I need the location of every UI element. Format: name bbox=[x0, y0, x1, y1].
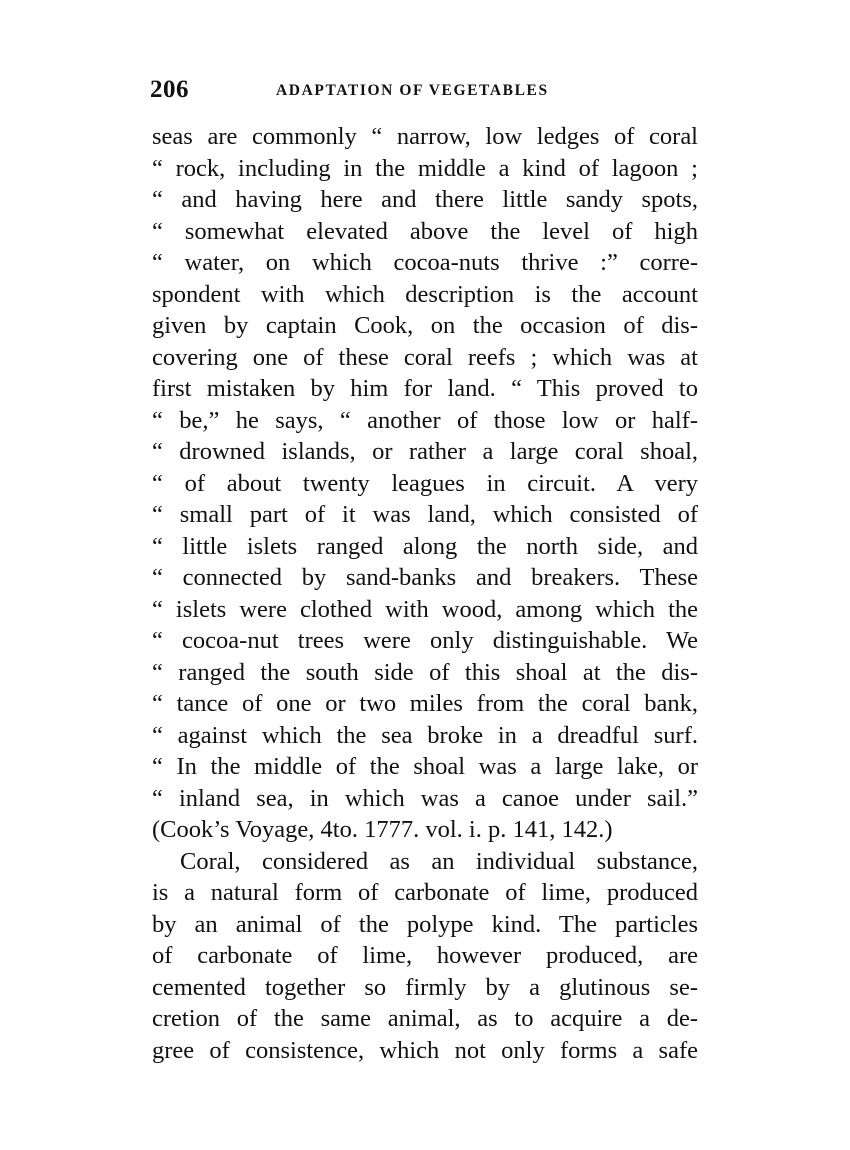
page-header bbox=[150, 76, 710, 106]
text-line: “ In the middle of the shoal was a large lake, or bbox=[152, 753, 698, 780]
text-line: spondent with which description is the account bbox=[152, 280, 698, 308]
page-number: 206 bbox=[150, 76, 189, 103]
text-line: “ little islets ranged along the north side, and bbox=[152, 532, 698, 560]
text-line: given by captain Cook, on the occasion of dis- bbox=[152, 312, 698, 339]
body-text bbox=[152, 121, 698, 1066]
text-line: is a natural form of carbonate of lime, produced bbox=[152, 879, 698, 906]
text-line: of carbonate of lime, however produced, are bbox=[152, 942, 698, 969]
citation-line: (Cook’s Voyage, 4to. 1777. vol. i. p. 141, 142.) bbox=[152, 816, 613, 843]
text-line: “ somewhat elevated above the level of high bbox=[152, 217, 698, 245]
text-line: “ tance of one or two miles from the coral bank, bbox=[152, 690, 698, 717]
text-line: by an animal of the polype kind. The particles bbox=[152, 910, 698, 938]
text-line: first mistaken by him for land. “ This proved to bbox=[152, 375, 698, 402]
text-line: “ ranged the south side of this shoal at the dis- bbox=[152, 658, 698, 686]
text-line: cretion of the same animal, as to acquire a de- bbox=[152, 1005, 698, 1032]
paragraph-first-line: Coral, considered as an individual substance, bbox=[180, 847, 698, 875]
text-line: cemented together so firmly by a glutinous se- bbox=[152, 973, 698, 1001]
text-line: “ rock, including in the middle a kind of lagoon ; bbox=[152, 154, 698, 182]
text-line: “ inland sea, in which was a canoe under sail.” bbox=[152, 784, 698, 812]
text-line: covering one of these coral reefs ; which was at bbox=[152, 343, 698, 371]
text-line: “ water, on which cocoa-nuts thrive :” corre- bbox=[152, 249, 698, 276]
text-line: “ be,” he says, “ another of those low or half- bbox=[152, 406, 698, 434]
text-line: “ small part of it was land, which consisted of bbox=[152, 501, 698, 528]
text-line: “ and having here and there little sandy spots, bbox=[152, 186, 698, 213]
running-head: ADAPTATION OF VEGETABLES bbox=[276, 82, 549, 99]
text-line: “ drowned islands, or rather a large coral shoal, bbox=[152, 438, 698, 465]
text-line: “ connected by sand-banks and breakers. These bbox=[152, 564, 698, 591]
text-line: “ cocoa-nut trees were only distinguishable. We bbox=[152, 627, 698, 654]
text-line: “ islets were clothed with wood, among which the bbox=[152, 595, 698, 623]
text-line: seas are commonly “ narrow, low ledges of coral bbox=[152, 123, 698, 150]
text-line: gree of consistence, which not only forms a safe bbox=[152, 1036, 698, 1064]
text-line: “ of about twenty leagues in circuit. A very bbox=[152, 469, 698, 497]
text-line: “ against which the sea broke in a dreadful surf. bbox=[152, 721, 698, 749]
